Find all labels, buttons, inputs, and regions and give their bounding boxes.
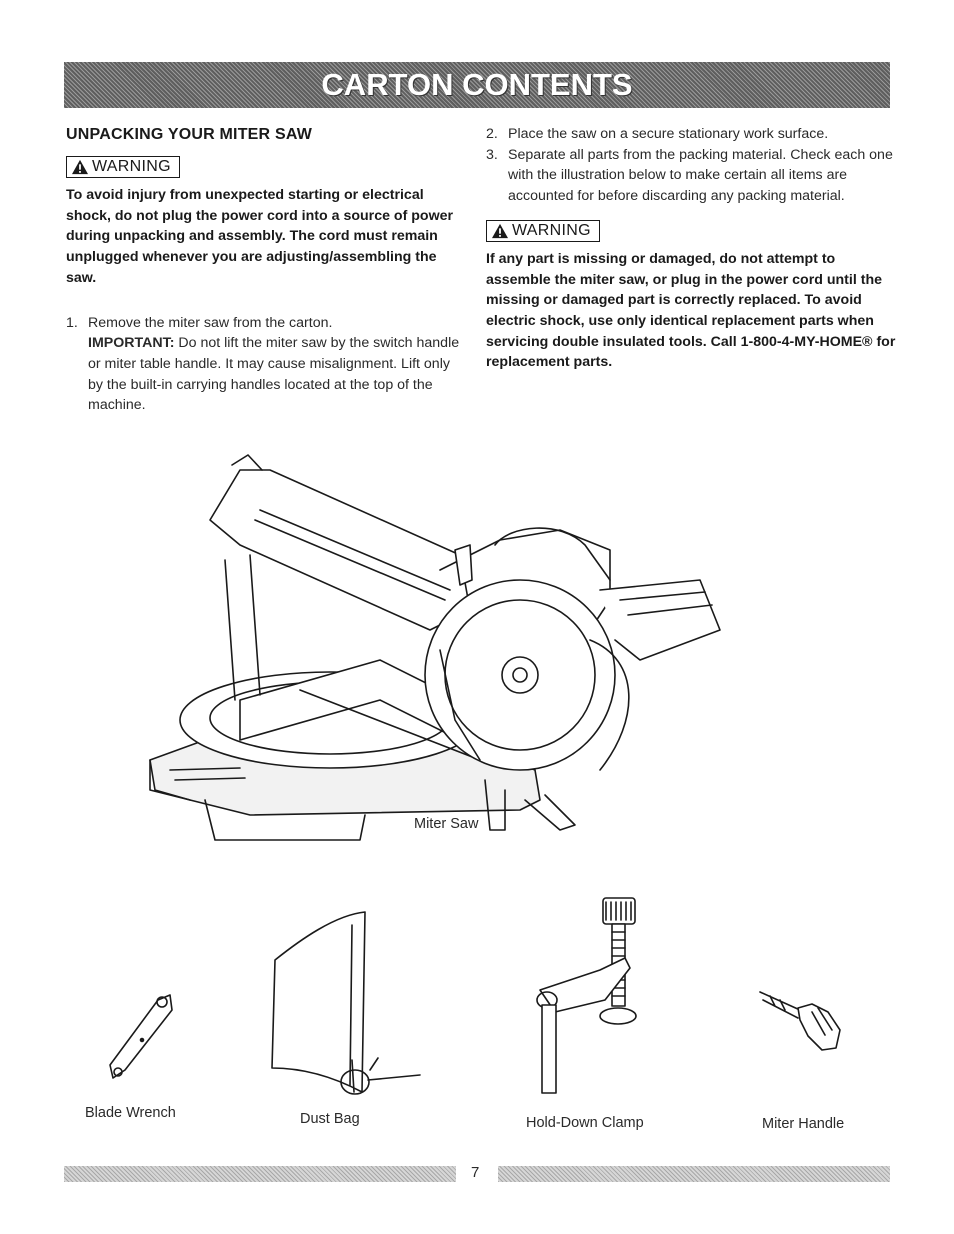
footer-bar-right [498, 1166, 890, 1182]
important-label: IMPORTANT: [88, 335, 175, 352]
miter-saw-image [150, 455, 720, 840]
warning-label: WARNING [512, 221, 591, 239]
page-number: 7 [471, 1164, 480, 1181]
important-text: Do not lift the miter saw by the switch handle or miter table handle. It may cause misalignment. Lift only by the built-in carrying handles located at the top of the machine. [88, 335, 460, 414]
step-number: 1. [66, 314, 78, 331]
warning-text: To avoid injury from unexpected starting or electrical shock, do not plug the power cord into a source of power during unpacking and assembly. The cord must remain unplugged whenever you are adjusting/assembling the saw. [66, 187, 454, 286]
caption-blade-wrench: Blade Wrench [85, 1105, 176, 1121]
step-number: 2. [486, 126, 498, 142]
footer-bar-left [64, 1166, 456, 1182]
warning-text: If any part is missing or damaged, do not attempt to assemble the miter saw, or plug in the power cord until the missing or damaged part is correctly replaced. To avoid electric shock, use only identical replacement parts when servicing double insulated tools. Call 1-800-4-MY-HOME® for replacement parts. [486, 250, 896, 371]
page-title: CARTON CONTENTS [321, 67, 633, 102]
dust-bag-image [272, 912, 420, 1094]
step-text: Place the saw on a secure stationary work surface. [508, 126, 829, 142]
section-heading: UNPACKING YOUR MITER SAW [66, 126, 312, 143]
step-number: 3. [486, 146, 498, 163]
step-text: Separate all parts from the packing material. Check each one with the illustration below to make certain all items are accounted for before discarding any packing material. [508, 146, 893, 205]
miter-handle-image [760, 992, 840, 1050]
caption-miter-handle: Miter Handle [762, 1116, 845, 1132]
step-text: Remove the miter saw from the carton. [88, 314, 333, 331]
warning-label: WARNING [92, 158, 171, 175]
caption-dust-bag: Dust Bag [300, 1111, 360, 1127]
hold-down-clamp-image [537, 898, 636, 1093]
blade-wrench-image [110, 995, 172, 1078]
caption-miter-saw: Miter Saw [414, 816, 479, 832]
caption-hold-down-clamp: Hold-Down Clamp [526, 1115, 644, 1131]
